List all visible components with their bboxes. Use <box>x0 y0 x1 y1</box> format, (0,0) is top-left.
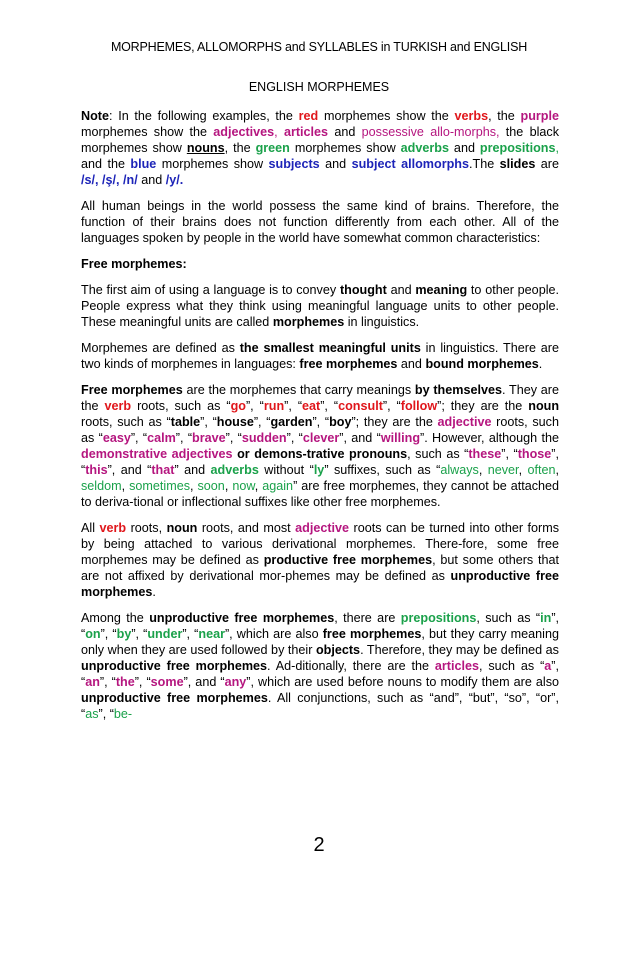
text-run: a <box>544 659 552 673</box>
text-run: in <box>540 611 552 625</box>
text-run: ”, which are also <box>224 627 323 641</box>
text-run: are <box>535 157 560 171</box>
document-body <box>81 108 559 732</box>
text-run: ”, “ <box>501 447 518 461</box>
text-run: ”, “ <box>81 659 559 689</box>
text-run: and <box>328 125 362 139</box>
text-run: free morphemes <box>299 357 398 371</box>
text-run: never <box>487 463 519 477</box>
text-run: noun <box>166 521 198 535</box>
text-run: . Therefore, they may be defined as <box>360 643 559 657</box>
text-run: verb <box>104 399 132 413</box>
text-run: and <box>386 283 416 297</box>
text-run: ”, “ <box>134 675 151 689</box>
text-run: ”, “ <box>81 447 559 477</box>
text-run: ”, “ <box>312 415 330 429</box>
text-run: or demons-trative pronouns <box>232 447 408 461</box>
text-run: , <box>121 479 130 493</box>
text-run: the black morphemes show <box>81 125 559 155</box>
text-run: ”, “ <box>382 399 401 413</box>
text-run: clever <box>302 431 340 445</box>
text-run: , <box>254 479 263 493</box>
text-run: articles <box>434 659 479 673</box>
text-run: red <box>298 109 319 123</box>
text-run: ”, “ <box>99 675 116 689</box>
text-run: prepositions <box>479 141 556 155</box>
text-run: nouns <box>186 141 225 155</box>
paragraph <box>81 520 559 600</box>
text-run: brave <box>192 431 226 445</box>
text-run: morphemes show <box>289 141 401 155</box>
text-run: eat <box>302 399 321 413</box>
text-run: , <box>478 463 488 477</box>
text-run: /s/, /ş/, /n/ <box>81 173 138 187</box>
text-run: easy <box>102 431 131 445</box>
text-run: by <box>116 627 132 641</box>
text-run: unproductive free morphemes <box>81 659 268 673</box>
text-run: ”. However, although the <box>420 431 560 445</box>
text-run: adjectives <box>213 125 275 139</box>
text-run: ”; they are the <box>351 415 438 429</box>
text-run: on <box>85 627 101 641</box>
text-run: ”, and “ <box>339 431 381 445</box>
text-run: , <box>190 479 198 493</box>
text-run: adjective <box>437 415 492 429</box>
text-run: /y/. <box>165 173 184 187</box>
text-run: again <box>262 479 294 493</box>
text-run: an <box>85 675 100 689</box>
text-run: ”, and “ <box>183 675 225 689</box>
text-run: , such as “ <box>476 611 541 625</box>
text-run: this <box>85 463 108 477</box>
text-run: unproductive free morphemes <box>81 691 268 705</box>
text-run: unproductive free morphemes <box>81 569 559 599</box>
text-run: objects <box>315 643 361 657</box>
text-run: adjective <box>295 521 350 535</box>
text-run: thought <box>339 283 387 297</box>
text-run: morphemes <box>272 315 345 329</box>
text-run: , there are <box>334 611 401 625</box>
text-run: ” and <box>174 463 211 477</box>
text-run: morphemes show the <box>318 109 455 123</box>
text-run: blue <box>130 157 157 171</box>
text-run: adverbs <box>210 463 259 477</box>
text-run: ”, “ <box>182 627 199 641</box>
text-run: , the <box>488 109 521 123</box>
text-run: those <box>517 447 552 461</box>
text-run: seldom <box>81 479 122 493</box>
text-run: and <box>137 173 166 187</box>
text-run: , <box>555 141 559 155</box>
paragraph <box>81 256 559 272</box>
text-run: go <box>230 399 246 413</box>
text-run: roots, such as “ <box>81 415 559 445</box>
text-run: Free morphemes: <box>81 257 187 271</box>
text-run: roots, such as “ <box>81 415 171 429</box>
text-run: green <box>255 141 290 155</box>
text-run: the smallest meaningful units <box>239 341 421 355</box>
text-run: ly <box>313 463 325 477</box>
text-run: in linguistics. There are two kinds of morphemes in languages: <box>81 341 560 371</box>
text-run: the <box>115 675 135 689</box>
text-run: morphemes show the <box>81 125 214 139</box>
text-run: .The <box>469 157 500 171</box>
text-run: : In the following examples, the <box>109 109 299 123</box>
text-run: in linguistics. <box>344 315 420 329</box>
text-run: , but some others that are not affixed by derivational mor-phemes may be defined as <box>81 553 560 583</box>
text-run: near <box>198 627 225 641</box>
text-run: verbs <box>454 109 489 123</box>
page-number: 2 <box>313 834 325 856</box>
text-run: roots, such as “ <box>131 399 231 413</box>
text-run: ”, “ <box>175 431 193 445</box>
text-run: consult <box>338 399 383 413</box>
text-run: that <box>151 463 175 477</box>
paragraph <box>81 340 559 372</box>
text-run: purple <box>520 109 559 123</box>
text-run: ”, “ <box>253 415 271 429</box>
text-run: and <box>319 157 352 171</box>
text-run: morphemes show <box>156 157 269 171</box>
text-run: Among the <box>81 611 150 625</box>
text-run: ”, “ <box>98 707 114 721</box>
text-run: . Ad-ditionally, there are the <box>267 659 435 673</box>
text-run: ” suffixes, such as “ <box>324 463 441 477</box>
text-run: meaning <box>415 283 468 297</box>
paragraph <box>81 198 559 246</box>
text-run: Note <box>81 109 109 123</box>
text-run: table <box>170 415 201 429</box>
text-run: , <box>555 463 560 477</box>
text-run: All human beings in the world possess the same kind of brains. Therefore, the function of their brains does not function differently from each other. All of the languages spoken by people in the world have somewhat common characteristics: <box>81 199 559 245</box>
text-run: . <box>152 585 156 599</box>
paragraph <box>81 610 559 722</box>
text-run: ” are free morphemes, they cannot be attached to deriva-tional or inflectional suffixes like other free morphemes. <box>81 479 560 509</box>
text-run: , <box>518 463 528 477</box>
text-run: Free morphemes <box>81 383 183 397</box>
running-header: MORPHEMES, ALLOMORPHS and SYLLABLES in TURKISH and ENGLISH <box>110 40 528 54</box>
text-run: ”, “ <box>130 431 148 445</box>
text-run: prepositions <box>400 611 477 625</box>
text-run: be- <box>113 707 133 721</box>
text-run: The first aim of using a language is to convey <box>81 283 340 297</box>
text-run: subject allomorphs <box>351 157 469 171</box>
text-run: ”; they are the <box>437 399 529 413</box>
text-run: productive free morphemes <box>263 553 433 567</box>
text-run: . They are the <box>81 383 559 413</box>
paragraph <box>81 108 559 188</box>
text-run: , such as “ <box>407 447 469 461</box>
text-run: ”, “ <box>131 627 148 641</box>
text-run: ”, “ <box>200 415 217 429</box>
text-run: All <box>81 521 100 535</box>
text-run: by themselves <box>414 383 502 397</box>
text-run: unproductive free morphemes <box>149 611 335 625</box>
text-run: and the <box>81 157 131 171</box>
text-run: house <box>216 415 254 429</box>
text-run: always <box>440 463 479 477</box>
text-run: ”, “ <box>100 627 117 641</box>
text-run: free morphemes <box>322 627 422 641</box>
text-run: roots, and most <box>197 521 296 535</box>
text-run: boy <box>329 415 352 429</box>
text-run: adverbs <box>400 141 449 155</box>
paragraph <box>81 282 559 330</box>
text-run: articles <box>283 125 329 139</box>
text-run: to other people. People express what they think using meaningful language units to other people. These meaningful units are called <box>81 283 559 329</box>
text-run: calm <box>147 431 176 445</box>
text-run: possessive allo-morphs, <box>361 125 500 139</box>
text-run: these <box>468 447 502 461</box>
text-run: ”, which are used before nouns to modify them are also <box>246 675 560 689</box>
text-run: roots can be turned into other forms by being attached to various derivational morphemes. There-fore, some free morphemes may be defined as <box>81 521 559 567</box>
text-run: run <box>263 399 285 413</box>
text-run: some <box>150 675 184 689</box>
text-run: and <box>448 141 480 155</box>
text-run: ”, “ <box>286 431 303 445</box>
paragraph <box>81 382 559 510</box>
text-run: and <box>397 357 426 371</box>
text-run: , but they carry meaning only when they are used followed by their <box>81 627 559 657</box>
text-run: soon <box>197 479 225 493</box>
text-run: willing <box>380 431 421 445</box>
section-title: ENGLISH MORPHEMES <box>248 80 390 94</box>
text-run: under <box>147 627 183 641</box>
text-run: now <box>232 479 255 493</box>
text-run: slides <box>499 157 536 171</box>
text-run: without “ <box>258 463 314 477</box>
text-run: Morphemes are defined as <box>81 341 240 355</box>
text-run: . <box>538 357 543 371</box>
text-run: as <box>85 707 99 721</box>
text-run: roots, <box>126 521 167 535</box>
text-run: any <box>224 675 247 689</box>
text-run: follow <box>400 399 438 413</box>
text-run: , <box>274 125 284 139</box>
text-run: demonstrative adjectives <box>81 447 233 461</box>
text-run: ”, “ <box>81 611 560 641</box>
text-run: verb <box>99 521 127 535</box>
text-run: , <box>224 479 233 493</box>
text-run: sudden <box>241 431 287 445</box>
text-run: often <box>527 463 556 477</box>
text-run: ”, and “ <box>107 463 152 477</box>
text-run: ”, “ <box>245 399 264 413</box>
text-run: subjects <box>268 157 320 171</box>
text-run: are the morphemes that carry meanings <box>182 383 415 397</box>
text-run: , such as “ <box>479 659 545 673</box>
text-run: . All conjunctions, such as “and”, “but”, “so”, “or”, “ <box>81 691 559 721</box>
text-run: bound morphemes <box>425 357 539 371</box>
text-run: ”, “ <box>320 399 339 413</box>
text-run: sometimes <box>129 479 190 493</box>
text-run: noun <box>528 399 560 413</box>
text-run: ”, “ <box>225 431 242 445</box>
text-run: ”, “ <box>284 399 303 413</box>
text-run: , the <box>224 141 256 155</box>
text-run: garden <box>270 415 313 429</box>
